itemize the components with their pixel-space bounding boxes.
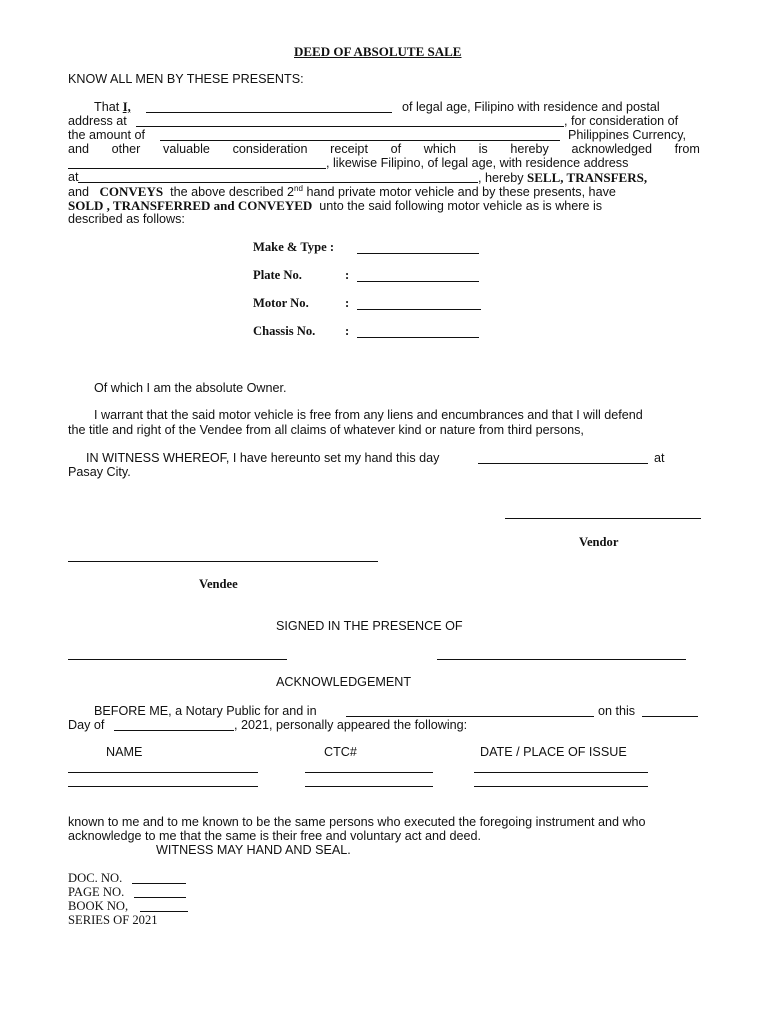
page-no-field[interactable] [134,897,186,898]
intro-text: KNOW ALL MEN BY THESE PRESENTS: [68,72,304,86]
ctc-field-1[interactable] [305,772,433,773]
book-no-label: BOOK NO, [68,899,129,913]
ack-known-line1: known to me and to me known to be the same persons who executed the foregoing instrument and who [68,815,646,829]
col-date-header: DATE / PLACE OF ISSUE [480,745,627,759]
witness2-signature-line[interactable] [437,659,686,660]
book-no-field[interactable] [140,911,188,912]
ack-witness-seal: WITNESS MAY HAND AND SEAL. [156,843,351,857]
ack-on-this-field[interactable] [642,716,698,717]
para1-conveys-line: and CONVEYS the above described 2nd hand private motor vehicle and by these presents, have [68,183,616,199]
para1-address-at: address at [68,114,127,128]
date-field-2[interactable] [474,786,648,787]
ctc-field-2[interactable] [305,786,433,787]
witness-at: at [654,451,665,465]
vendor-label: Vendor [579,535,619,549]
ack-place-field[interactable] [346,716,594,717]
motor-no-colon: : [345,296,350,310]
para1-amount-of: the amount of [68,128,146,142]
para1-likewise: , likewise Filipino, of legal age, with residence address [326,156,629,170]
vendee-signature-line[interactable] [68,561,378,562]
witness-day-field[interactable] [478,463,648,464]
witness-line1: IN WITNESS WHEREOF, I have hereunto set my hand this day [86,451,440,465]
document-title: DEED OF ABSOLUTE SALE [294,44,462,59]
para1-hereby: , hereby SELL, TRANSFERS, [478,170,648,185]
name-field-2[interactable] [68,786,258,787]
make-type-label: Make & Type : [253,240,335,254]
para1-described-follows: described as follows: [68,212,185,226]
vendee-name-field[interactable] [68,168,326,169]
ack-on-this: on this [598,704,636,718]
date-field-1[interactable] [474,772,648,773]
vendor-name-field[interactable] [146,112,392,113]
plate-no-field[interactable] [357,281,479,282]
para1-that: That I, [94,100,131,114]
name-field-1[interactable] [68,772,258,773]
para1-php-currency: Philippines Currency, [568,128,687,142]
vendee-address-field[interactable] [78,182,478,183]
ack-day-field[interactable] [114,730,234,731]
plate-no-colon: : [345,268,350,282]
para1-for-consideration: , for consideration of [564,114,679,128]
doc-no-field[interactable] [132,883,186,884]
plate-no-label: Plate No. [253,268,302,282]
chassis-no-label: Chassis No. [253,324,316,338]
col-ctc-header: CTC# [324,745,357,759]
para1-sold-line: SOLD , TRANSFERRED and CONVEYED unto the said following motor vehicle as is where is [68,198,603,213]
para1-at: at [68,170,79,184]
ack-before-me: BEFORE ME, a Notary Public for and in [94,704,317,718]
make-type-field[interactable] [357,253,479,254]
col-name-header: NAME [106,745,143,759]
motor-no-label: Motor No. [253,296,309,310]
vendee-label: Vendee [199,577,238,591]
ack-known-line2: acknowledge to me that the same is their free and voluntary act and deed. [68,829,482,843]
ack-year-appeared: , 2021, personally appeared the following: [234,718,468,732]
ack-title: ACKNOWLEDGEMENT [276,675,412,689]
witness1-signature-line[interactable] [68,659,287,660]
signed-presence-heading: SIGNED IN THE PRESENCE OF [276,619,463,633]
vendor-address-field[interactable] [136,126,564,127]
page-no-label: PAGE NO. [68,885,125,899]
para1-legal-age: of legal age, Filipino with residence and postal [402,100,660,114]
witness-line2: Pasay City. [68,465,131,479]
para1-line4: and other valuable consideration receipt of which is hereby acknowledged from [68,142,700,156]
ack-day-of: Day of [68,718,105,732]
warrant-line2: the title and right of the Vendee from all claims of whatever kind or nature from third persons, [68,423,584,437]
owner-line: Of which I am the absolute Owner. [94,381,287,395]
series-of-label: SERIES OF 2021 [68,913,158,927]
warrant-line1: I warrant that the said motor vehicle is free from any liens and encumbrances and that I will defend [94,408,643,422]
doc-no-label: DOC. NO. [68,871,123,885]
vendor-signature-line[interactable] [505,518,701,519]
motor-no-field[interactable] [357,309,481,310]
amount-field[interactable] [160,140,560,141]
chassis-no-colon: : [345,324,350,338]
chassis-no-field[interactable] [357,337,479,338]
